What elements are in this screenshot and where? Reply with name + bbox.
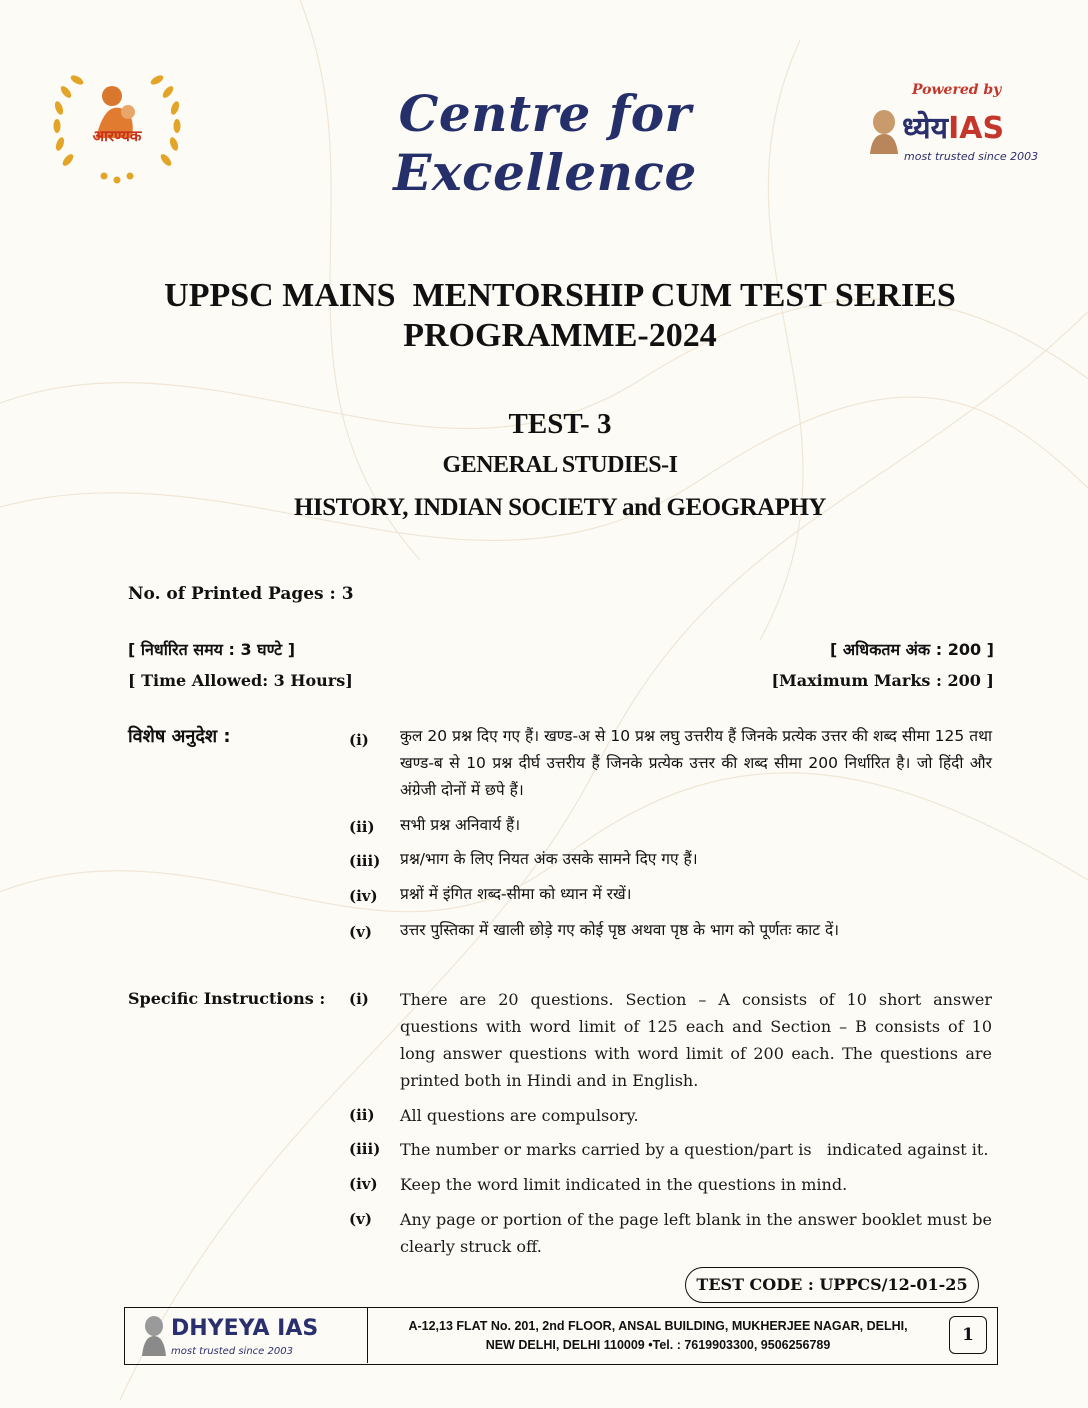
hindi-item-5-num: (v) [349, 923, 372, 941]
english-item-2-num: (ii) [349, 1106, 375, 1124]
maximum-marks: [Maximum Marks : 200 ] [771, 671, 994, 690]
english-item-1-num: (i) [349, 990, 369, 1008]
dhyeya-ias-wordmark [902, 106, 1004, 147]
footer-address [373, 1317, 943, 1355]
hindi-heading-text: विशेष अनुदेश : [128, 726, 231, 747]
hindi-item-3-num: (iii) [349, 852, 381, 870]
printed-pages: No. of Printed Pages : 3 [128, 584, 354, 604]
marks-hindi-text: [ अधिकतम अंक : 200 ] [830, 640, 994, 659]
english-instructions-heading: Specific Instructions : [128, 989, 326, 1008]
address-line2: NEW DELHI, DELHI 110009 •Tel. : 7619903300, 9506256789 [485, 1338, 831, 1352]
hindi-item-1-num: (i) [349, 731, 369, 749]
hindi-item-2-num: (ii) [349, 818, 375, 836]
english-item-4-text: Keep the word limit indicated in the questions in mind. [400, 1175, 848, 1194]
english-item-3-text: The number or marks carried by a question/part is indicated against it. [400, 1140, 989, 1159]
english-item-3-num: (iii) [349, 1140, 381, 1158]
english-item-4-num: (iv) [349, 1175, 378, 1193]
page-number: 1 [949, 1316, 987, 1354]
dhyeya-ias-logo [866, 102, 1056, 164]
programme-title-line2: PROGRAMME-2024 [403, 317, 717, 354]
powered-by-label: Powered by [912, 82, 1002, 98]
english-item-2-text: All questions are compulsory. [400, 1106, 639, 1125]
test-number: TEST- 3 [508, 408, 612, 440]
english-item-5-num: (v) [349, 1210, 372, 1228]
paper-name: GENERAL STUDIES-I [442, 452, 678, 478]
time-hindi-text: [ निर्धारित समय : 3 घण्टे ] [128, 640, 296, 659]
brand-ias: IAS [948, 111, 1005, 146]
english-item-5-text: Any page or portion of the page left blank in the answer booklet must be clearly struck off. [400, 1210, 992, 1256]
brand-hindi: ध्येय [902, 111, 949, 146]
hindi-item-1-text: कुल 20 प्रश्न दिए गए हैं। खण्ड-अ से 10 प्रश्न लघु उत्तरीय हैं जिनके प्रत्येक उत्तर की शब्द सीमा 125 तथा खण्ड-ब से 10 प्रश्न दीर्घ उत्तरीय हैं जिनके प्रत्येक उत्तर की शब्द सीमा 200 निर्धारित है। जो हिंदी और अंग्रेजी दोनों में छपे हैं। [400, 727, 992, 799]
address-line1: A-12,13 FLAT No. 201, 2nd FLOOR, ANSAL BUILDING, MUKHERJEE NAGAR, DELHI, [408, 1319, 908, 1333]
hindi-item-4-num: (iv) [349, 887, 378, 905]
hindi-item-3-text: प्रश्न/भाग के लिए नियत अंक उसके सामने दिए गए हैं। [400, 850, 698, 868]
hindi-item-2-text: सभी प्रश्न अनिवार्य हैं। [400, 816, 521, 834]
marks-hindi [830, 638, 994, 660]
time-hindi [128, 638, 295, 660]
footer-logo [125, 1308, 368, 1363]
scholar-bust-icon [866, 106, 902, 156]
hindi-item-5-text: उत्तर पुस्तिका में खाली छोड़े गए कोई पृष्ठ अथवा पृष्ठ के भाग को पूर्णतः काट दें। [400, 921, 840, 939]
aranyak-logo [44, 68, 190, 186]
brand-tagline: most trusted since 2003 [904, 150, 1039, 163]
programme-title-line1: UPPSC MAINS MENTORSHIP CUM TEST SERIES [164, 277, 956, 314]
english-item-1-text: There are 20 questions. Section – A consists of 10 short answer questions with word limit of 125 each and Section – B consists of 10 long answer questions with word limit of 200 each. The questions are printed both in Hindi and in English. [400, 990, 992, 1090]
aranyak-logo-text: आरण्यक [92, 127, 142, 145]
centre-title: Centre for Excellence [393, 84, 697, 202]
hindi-instructions-heading [128, 724, 231, 748]
paper-subjects: HISTORY, INDIAN SOCIETY and GEOGRAPHY [294, 494, 826, 521]
time-allowed: [ Time Allowed: 3 Hours] [128, 671, 353, 690]
programme-title [60, 276, 1060, 356]
footer-tagline: most trusted since 2003 [171, 1346, 293, 1357]
test-code-badge: TEST CODE : UPPCS/12-01-25 [685, 1267, 979, 1303]
footer [124, 1307, 998, 1365]
hindi-item-4-text: प्रश्नों में इंगित शब्द-सीमा को ध्यान में रखें। [400, 885, 632, 903]
scholar-bust-icon [139, 1312, 169, 1358]
footer-brand: DHYEYA IAS [171, 1316, 319, 1341]
